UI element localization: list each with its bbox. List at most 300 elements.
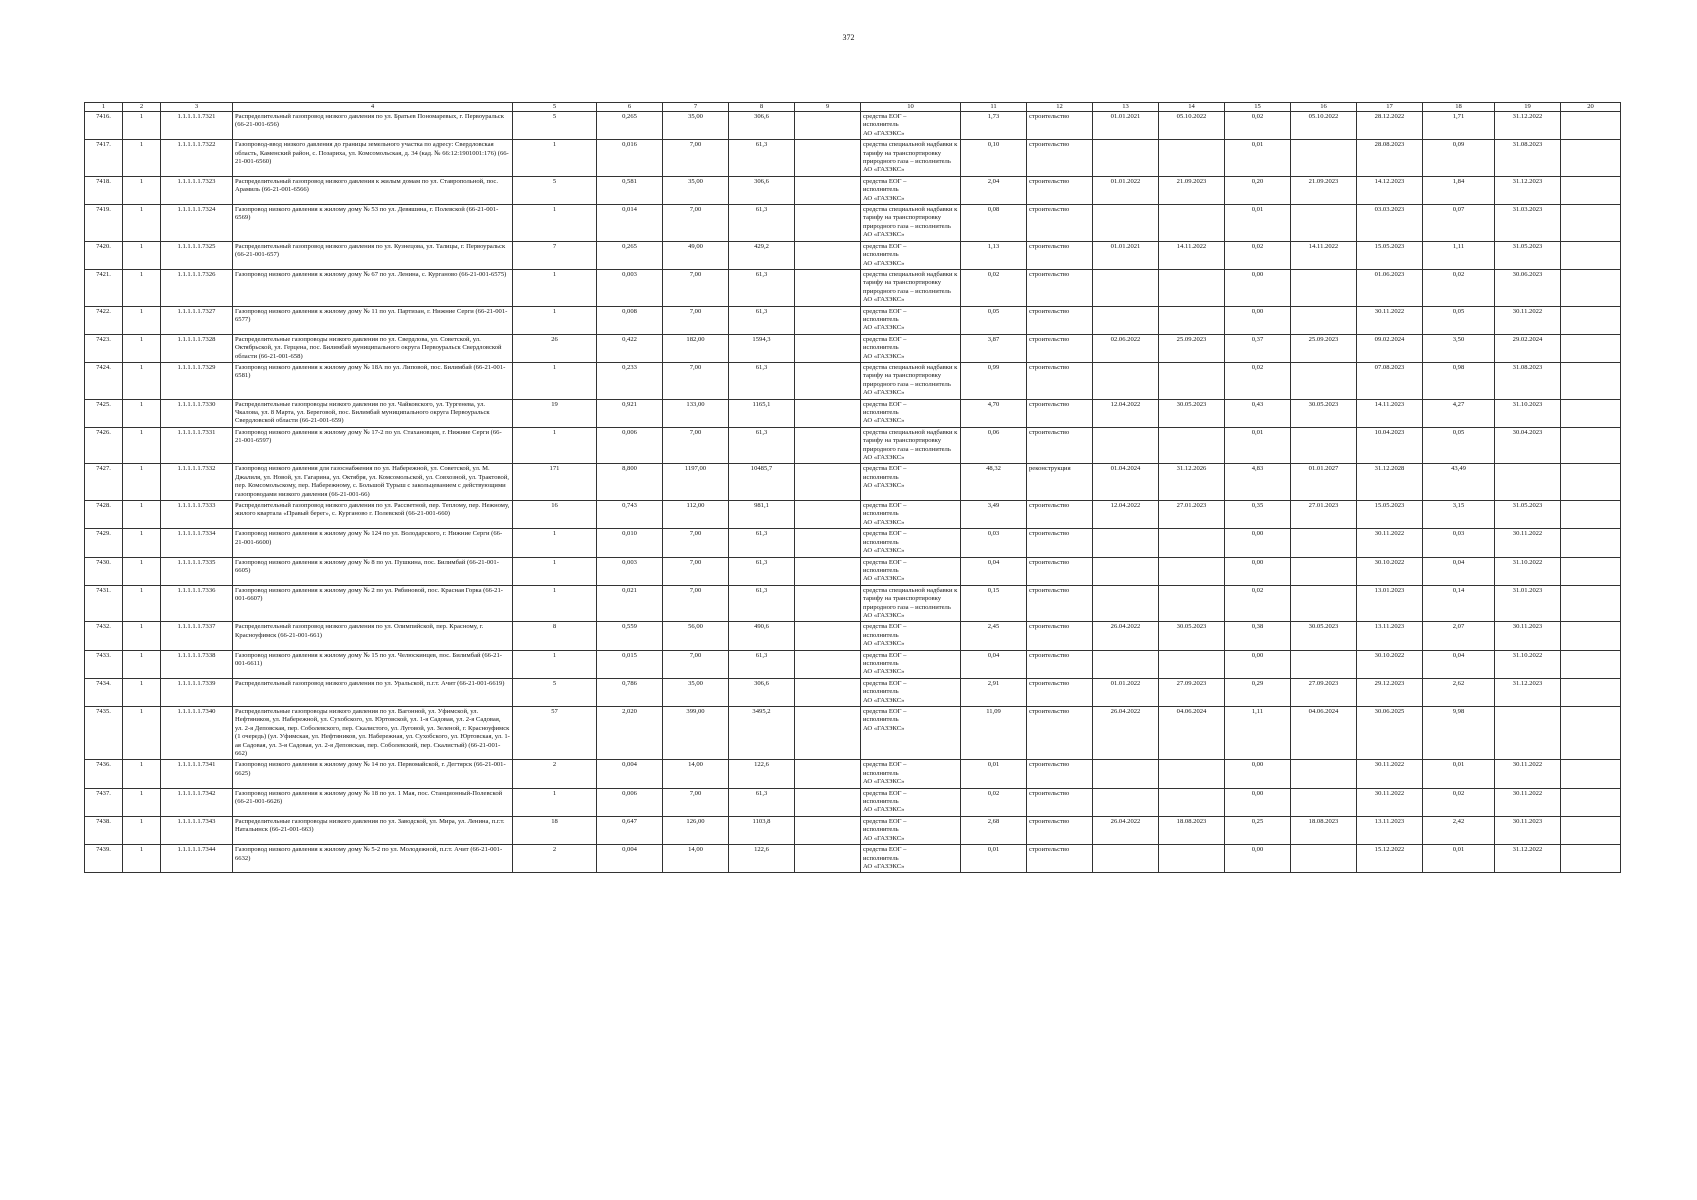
table-row	[85, 707, 1621, 760]
table-row	[85, 557, 1621, 585]
col8-cell: 61,3	[729, 650, 795, 678]
col13-cell: 01.01.2022	[1093, 176, 1159, 204]
level-cell: 1	[123, 557, 161, 585]
col11-cell: 2,04	[961, 176, 1027, 204]
col14-cell: 30.05.2023	[1159, 622, 1225, 650]
col13-cell: 12.04.2022	[1093, 399, 1159, 427]
col19-cell: 30.11.2022	[1495, 529, 1561, 557]
col6-cell: 0,265	[597, 241, 663, 269]
col18-cell: 0,07	[1423, 205, 1495, 242]
col17-cell: 03.03.2023	[1357, 205, 1423, 242]
col5-cell: 1	[513, 140, 597, 177]
level-cell: 1	[123, 464, 161, 501]
col18-cell: 0,01	[1423, 760, 1495, 788]
level-cell: 1	[123, 650, 161, 678]
col19-cell: 31.08.2023	[1495, 362, 1561, 399]
col15-cell: 0,01	[1225, 140, 1291, 177]
col6-cell: 0,010	[597, 529, 663, 557]
col16-cell	[1291, 140, 1357, 177]
col7-cell: 35,00	[663, 176, 729, 204]
col18-cell: 0,03	[1423, 529, 1495, 557]
col17-cell: 13.11.2023	[1357, 622, 1423, 650]
col20-cell	[1561, 816, 1621, 844]
row-number: 7422.	[85, 306, 123, 334]
col6-cell: 0,014	[597, 205, 663, 242]
col11-cell: 0,05	[961, 306, 1027, 334]
col16-cell: 05.10.2022	[1291, 112, 1357, 140]
col16-cell: 14.11.2022	[1291, 241, 1357, 269]
col14-cell	[1159, 845, 1225, 873]
col5-cell: 5	[513, 176, 597, 204]
row-number: 7432.	[85, 622, 123, 650]
col5-cell: 1	[513, 557, 597, 585]
row-number: 7436.	[85, 760, 123, 788]
col19-cell: 31.08.2023	[1495, 140, 1561, 177]
col9-cell	[795, 650, 861, 678]
project-code: 1.1.1.1.1.7325	[161, 241, 233, 269]
col7-cell: 399,00	[663, 707, 729, 760]
work-type: строительство	[1027, 427, 1093, 464]
column-number-header: 12	[1027, 103, 1093, 112]
project-code: 1.1.1.1.1.7329	[161, 362, 233, 399]
col14-cell	[1159, 585, 1225, 622]
col17-cell: 14.12.2023	[1357, 176, 1423, 204]
col6-cell: 8,800	[597, 464, 663, 501]
col11-cell: 0,02	[961, 269, 1027, 306]
col7-cell: 7,00	[663, 140, 729, 177]
table-row	[85, 816, 1621, 844]
col7-cell: 182,00	[663, 334, 729, 362]
col5-cell: 26	[513, 334, 597, 362]
col5-cell: 5	[513, 678, 597, 706]
table-row	[85, 760, 1621, 788]
project-code: 1.1.1.1.1.7340	[161, 707, 233, 760]
col6-cell: 0,422	[597, 334, 663, 362]
col15-cell: 1,11	[1225, 707, 1291, 760]
work-type: строительство	[1027, 585, 1093, 622]
col18-cell: 0,01	[1423, 845, 1495, 873]
col15-cell: 0,35	[1225, 501, 1291, 529]
col5-cell: 16	[513, 501, 597, 529]
col6-cell: 0,233	[597, 362, 663, 399]
table-row	[85, 464, 1621, 501]
row-number: 7419.	[85, 205, 123, 242]
row-number: 7437.	[85, 788, 123, 816]
col16-cell: 18.08.2023	[1291, 816, 1357, 844]
table-row	[85, 205, 1621, 242]
col20-cell	[1561, 529, 1621, 557]
col15-cell: 0,00	[1225, 760, 1291, 788]
level-cell: 1	[123, 427, 161, 464]
col20-cell	[1561, 501, 1621, 529]
column-number-header: 19	[1495, 103, 1561, 112]
col18-cell: 1,84	[1423, 176, 1495, 204]
col20-cell	[1561, 707, 1621, 760]
col17-cell: 31.12.2028	[1357, 464, 1423, 501]
col8-cell: 61,3	[729, 269, 795, 306]
col7-cell: 7,00	[663, 650, 729, 678]
col13-cell	[1093, 760, 1159, 788]
col6-cell: 0,004	[597, 845, 663, 873]
col5-cell: 5	[513, 112, 597, 140]
funding-source: средства специальной надбавки к тарифу на транспортировку природного газа – исполнитель АО «ГАЗЭКС»	[861, 585, 961, 622]
work-type: строительство	[1027, 707, 1093, 760]
work-type: строительство	[1027, 760, 1093, 788]
column-number-header: 18	[1423, 103, 1495, 112]
row-number: 7425.	[85, 399, 123, 427]
col15-cell: 0,38	[1225, 622, 1291, 650]
row-number: 7438.	[85, 816, 123, 844]
col14-cell	[1159, 557, 1225, 585]
funding-source: средства ЕОГ – исполнитель АО «ГАЗЭКС»	[861, 112, 961, 140]
col7-cell: 7,00	[663, 205, 729, 242]
project-description: Газопровод низкого давления к жилому дому № 17-2 по ул. Стахановцев, г. Нижние Серги (66-21-001-6597)	[233, 427, 513, 464]
col18-cell: 1,71	[1423, 112, 1495, 140]
col16-cell: 25.09.2023	[1291, 334, 1357, 362]
col5-cell: 1	[513, 427, 597, 464]
level-cell: 1	[123, 306, 161, 334]
col6-cell: 0,003	[597, 557, 663, 585]
work-type: строительство	[1027, 650, 1093, 678]
row-number: 7435.	[85, 707, 123, 760]
table-row	[85, 112, 1621, 140]
col9-cell	[795, 140, 861, 177]
col18-cell: 2,62	[1423, 678, 1495, 706]
col18-cell: 0,04	[1423, 650, 1495, 678]
row-number: 7430.	[85, 557, 123, 585]
funding-source: средства специальной надбавки к тарифу на транспортировку природного газа – исполнитель АО «ГАЗЭКС»	[861, 427, 961, 464]
col18-cell: 0,02	[1423, 788, 1495, 816]
level-cell: 1	[123, 622, 161, 650]
col8-cell: 1594,3	[729, 334, 795, 362]
project-description: Распределительные газопроводы низкого давления по ул. Свердлова, ул. Советской, ул. Октябрьской, ул. Герцена, пос. Билимбай муниципального округа Первоуральск Свердловской области (66-21-001-658)	[233, 334, 513, 362]
col20-cell	[1561, 650, 1621, 678]
col9-cell	[795, 816, 861, 844]
col19-cell: 30.04.2023	[1495, 427, 1561, 464]
project-description: Газопровод низкого давления к жилому дому № 53 по ул. Девяшина, г. Полевской (66-21-001-6569)	[233, 205, 513, 242]
col11-cell: 3,49	[961, 501, 1027, 529]
col20-cell	[1561, 205, 1621, 242]
funding-source: средства ЕОГ – исполнитель АО «ГАЗЭКС»	[861, 845, 961, 873]
col8-cell: 306,6	[729, 678, 795, 706]
col11-cell: 0,02	[961, 788, 1027, 816]
col5-cell: 1	[513, 650, 597, 678]
column-number-header: 8	[729, 103, 795, 112]
project-description: Газопровод низкого давления к жилому дому № 15 по ул. Челюскинцев, пос. Билимбай (66-21-001-6611)	[233, 650, 513, 678]
col20-cell	[1561, 622, 1621, 650]
col5-cell: 18	[513, 816, 597, 844]
page-number: 372	[842, 33, 855, 42]
col7-cell: 126,00	[663, 816, 729, 844]
project-description: Распределительные газопроводы низкого давления по ул. Заводской, ул. Мира, ул. Ленина, п.г.т. Натальинск (66-21-001-663)	[233, 816, 513, 844]
project-code: 1.1.1.1.1.7324	[161, 205, 233, 242]
project-code: 1.1.1.1.1.7332	[161, 464, 233, 501]
funding-source: средства ЕОГ – исполнитель АО «ГАЗЭКС»	[861, 650, 961, 678]
col8-cell: 1103,8	[729, 816, 795, 844]
col5-cell: 1	[513, 788, 597, 816]
col13-cell	[1093, 845, 1159, 873]
col13-cell	[1093, 585, 1159, 622]
col15-cell: 0,00	[1225, 306, 1291, 334]
col13-cell: 01.01.2022	[1093, 678, 1159, 706]
funding-source: средства ЕОГ – исполнитель АО «ГАЗЭКС»	[861, 816, 961, 844]
work-type: строительство	[1027, 269, 1093, 306]
col15-cell: 4,83	[1225, 464, 1291, 501]
col6-cell: 0,743	[597, 501, 663, 529]
col20-cell	[1561, 585, 1621, 622]
col15-cell: 0,29	[1225, 678, 1291, 706]
funding-source: средства ЕОГ – исполнитель АО «ГАЗЭКС»	[861, 760, 961, 788]
column-number-header: 16	[1291, 103, 1357, 112]
level-cell: 1	[123, 845, 161, 873]
col9-cell	[795, 760, 861, 788]
table-row	[85, 678, 1621, 706]
col15-cell: 0,20	[1225, 176, 1291, 204]
col16-cell: 27.09.2023	[1291, 678, 1357, 706]
col17-cell: 30.11.2022	[1357, 306, 1423, 334]
col7-cell: 35,00	[663, 678, 729, 706]
level-cell: 1	[123, 585, 161, 622]
row-number: 7433.	[85, 650, 123, 678]
col8-cell: 61,3	[729, 427, 795, 464]
col20-cell	[1561, 269, 1621, 306]
col8-cell: 61,3	[729, 585, 795, 622]
col20-cell	[1561, 362, 1621, 399]
work-type: строительство	[1027, 112, 1093, 140]
col9-cell	[795, 845, 861, 873]
project-code: 1.1.1.1.1.7335	[161, 557, 233, 585]
col13-cell: 26.04.2022	[1093, 622, 1159, 650]
work-type: строительство	[1027, 205, 1093, 242]
col14-cell	[1159, 788, 1225, 816]
col14-cell: 05.10.2022	[1159, 112, 1225, 140]
col19-cell: 30.11.2022	[1495, 760, 1561, 788]
col11-cell: 0,08	[961, 205, 1027, 242]
col17-cell: 15.05.2023	[1357, 241, 1423, 269]
column-number-header: 7	[663, 103, 729, 112]
work-type: строительство	[1027, 306, 1093, 334]
col18-cell: 0,05	[1423, 427, 1495, 464]
table-row	[85, 334, 1621, 362]
col18-cell: 0,98	[1423, 362, 1495, 399]
col9-cell	[795, 788, 861, 816]
col9-cell	[795, 205, 861, 242]
col13-cell	[1093, 650, 1159, 678]
project-description: Распределительный газопровод низкого давления к жилым домам по ул. Ставропольной, пос. Арамиль (66-21-001-6566)	[233, 176, 513, 204]
col9-cell	[795, 334, 861, 362]
project-description: Газопровод низкого давления к жилому дому № 8 по ул. Пушкина, пос. Билимбай (66-21-001-6605)	[233, 557, 513, 585]
column-number-header: 17	[1357, 103, 1423, 112]
col19-cell: 30.11.2023	[1495, 622, 1561, 650]
project-description: Распределительный газопровод низкого давления по ул. Кузнецова, ул. Талицы, г. Первоуральск (66-21-001-657)	[233, 241, 513, 269]
project-code: 1.1.1.1.1.7321	[161, 112, 233, 140]
table-row	[85, 269, 1621, 306]
col8-cell: 61,3	[729, 788, 795, 816]
col19-cell: 30.11.2023	[1495, 816, 1561, 844]
table-row	[85, 501, 1621, 529]
col19-cell: 31.12.2022	[1495, 112, 1561, 140]
col19-cell	[1495, 707, 1561, 760]
col5-cell: 171	[513, 464, 597, 501]
work-type: реконструкция	[1027, 464, 1093, 501]
col7-cell: 35,00	[663, 112, 729, 140]
col11-cell: 0,03	[961, 529, 1027, 557]
column-number-header: 1	[85, 103, 123, 112]
project-code: 1.1.1.1.1.7334	[161, 529, 233, 557]
level-cell: 1	[123, 334, 161, 362]
col6-cell: 0,647	[597, 816, 663, 844]
col15-cell: 0,37	[1225, 334, 1291, 362]
col19-cell: 31.03.2023	[1495, 205, 1561, 242]
column-number-header: 4	[233, 103, 513, 112]
col13-cell: 12.04.2022	[1093, 501, 1159, 529]
col14-cell	[1159, 650, 1225, 678]
col19-cell: 31.10.2022	[1495, 650, 1561, 678]
column-number-header: 6	[597, 103, 663, 112]
row-number: 7427.	[85, 464, 123, 501]
col14-cell	[1159, 529, 1225, 557]
col9-cell	[795, 678, 861, 706]
level-cell: 1	[123, 501, 161, 529]
col18-cell: 3,50	[1423, 334, 1495, 362]
col19-cell: 31.05.2023	[1495, 241, 1561, 269]
col14-cell	[1159, 362, 1225, 399]
col13-cell: 02.06.2022	[1093, 334, 1159, 362]
project-code: 1.1.1.1.1.7342	[161, 788, 233, 816]
col9-cell	[795, 557, 861, 585]
work-type: строительство	[1027, 788, 1093, 816]
col19-cell: 31.12.2022	[1495, 845, 1561, 873]
work-type: строительство	[1027, 622, 1093, 650]
col19-cell: 31.10.2022	[1495, 557, 1561, 585]
col15-cell: 0,00	[1225, 650, 1291, 678]
col5-cell: 1	[513, 529, 597, 557]
column-number-header: 9	[795, 103, 861, 112]
project-code: 1.1.1.1.1.7328	[161, 334, 233, 362]
col16-cell	[1291, 650, 1357, 678]
work-type: строительство	[1027, 334, 1093, 362]
funding-source: средства ЕОГ – исполнитель АО «ГАЗЭКС»	[861, 678, 961, 706]
col6-cell: 0,021	[597, 585, 663, 622]
row-number: 7426.	[85, 427, 123, 464]
col16-cell	[1291, 306, 1357, 334]
work-type: строительство	[1027, 529, 1093, 557]
col9-cell	[795, 529, 861, 557]
col15-cell: 0,02	[1225, 585, 1291, 622]
col15-cell: 0,00	[1225, 557, 1291, 585]
col8-cell: 429,2	[729, 241, 795, 269]
column-number-header: 13	[1093, 103, 1159, 112]
col18-cell: 9,98	[1423, 707, 1495, 760]
funding-source: средства ЕОГ – исполнитель АО «ГАЗЭКС»	[861, 176, 961, 204]
col7-cell: 7,00	[663, 788, 729, 816]
col14-cell	[1159, 140, 1225, 177]
table-row	[85, 306, 1621, 334]
level-cell: 1	[123, 707, 161, 760]
col8-cell: 306,6	[729, 176, 795, 204]
col17-cell: 29.12.2023	[1357, 678, 1423, 706]
project-description: Газопровод низкого давления для газоснабжения по ул. Набережной, ул. Советской, ул. М. Джалиля, ул. Новой, ул. Гагарина, ул. Октября, ул. Комсомольской, ул. Совхозной, ул. Трактовой, пер. Комсомольскому, пер. Набережному, с. Большой Турыш с закольцеванием с действующими газопроводами низкого давления (66-21-001-66)	[233, 464, 513, 501]
row-number: 7420.	[85, 241, 123, 269]
col16-cell	[1291, 760, 1357, 788]
col9-cell	[795, 241, 861, 269]
col18-cell: 0,14	[1423, 585, 1495, 622]
col13-cell: 01.01.2021	[1093, 112, 1159, 140]
level-cell: 1	[123, 788, 161, 816]
project-description: Распределительный газопровод низкого давления по ул. Олимпийской, пер. Красному, г. Красноуфимск (66-21-001-661)	[233, 622, 513, 650]
row-number: 7418.	[85, 176, 123, 204]
col9-cell	[795, 622, 861, 650]
column-number-row	[85, 103, 1621, 112]
project-code: 1.1.1.1.1.7339	[161, 678, 233, 706]
level-cell: 1	[123, 112, 161, 140]
col18-cell: 1,11	[1423, 241, 1495, 269]
project-code: 1.1.1.1.1.7343	[161, 816, 233, 844]
col18-cell: 2,07	[1423, 622, 1495, 650]
col11-cell: 2,91	[961, 678, 1027, 706]
level-cell: 1	[123, 760, 161, 788]
col17-cell: 30.11.2022	[1357, 760, 1423, 788]
project-code: 1.1.1.1.1.7338	[161, 650, 233, 678]
project-description: Газопровод-ввод низкого давления до границы земельного участка по адресу: Свердловская область, Каменский район, с. Позариха, ул. Комсомольская, д. 34 (кад. № 66:12:1901001:176) (66-21-001-6560)	[233, 140, 513, 177]
col7-cell: 7,00	[663, 269, 729, 306]
funding-source: средства ЕОГ – исполнитель АО «ГАЗЭКС»	[861, 529, 961, 557]
col14-cell	[1159, 269, 1225, 306]
project-description: Газопровод низкого давления к жилому дому № 2 по ул. Рябиновой, пос. Красная Горка (66-21-001-6607)	[233, 585, 513, 622]
project-code: 1.1.1.1.1.7323	[161, 176, 233, 204]
col14-cell: 18.08.2023	[1159, 816, 1225, 844]
col8-cell: 61,3	[729, 306, 795, 334]
col20-cell	[1561, 176, 1621, 204]
col17-cell: 07.08.2023	[1357, 362, 1423, 399]
col6-cell: 0,008	[597, 306, 663, 334]
table-body	[85, 112, 1621, 873]
col7-cell: 14,00	[663, 845, 729, 873]
project-description: Распределительные газопроводы низкого давления по ул. Чайковского, ул. Тургенева, ул. Чкалова, ул. 8 Марта, ул. Береговой, пос. Билимбай муниципального округа Первоуральск Свердловской области (66-21-001-659)	[233, 399, 513, 427]
col18-cell: 0,09	[1423, 140, 1495, 177]
col5-cell: 1	[513, 205, 597, 242]
col14-cell: 14.11.2022	[1159, 241, 1225, 269]
col6-cell: 0,015	[597, 650, 663, 678]
col18-cell: 4,27	[1423, 399, 1495, 427]
col7-cell: 56,00	[663, 622, 729, 650]
funding-source: средства ЕОГ – исполнитель АО «ГАЗЭКС»	[861, 707, 961, 760]
col16-cell: 21.09.2023	[1291, 176, 1357, 204]
row-number: 7423.	[85, 334, 123, 362]
column-number-header: 2	[123, 103, 161, 112]
col13-cell: 26.04.2022	[1093, 816, 1159, 844]
project-description: Газопровод низкого давления к жилому дому № 18А по ул. Липовой, пос. Билимбай (66-21-001-6581)	[233, 362, 513, 399]
col20-cell	[1561, 334, 1621, 362]
col9-cell	[795, 269, 861, 306]
col5-cell: 1	[513, 585, 597, 622]
table-row	[85, 622, 1621, 650]
col6-cell: 0,016	[597, 140, 663, 177]
col11-cell: 0,04	[961, 557, 1027, 585]
col13-cell: 01.04.2024	[1093, 464, 1159, 501]
row-number: 7428.	[85, 501, 123, 529]
col14-cell: 27.09.2023	[1159, 678, 1225, 706]
col5-cell: 8	[513, 622, 597, 650]
table-row	[85, 140, 1621, 177]
col20-cell	[1561, 557, 1621, 585]
col7-cell: 112,00	[663, 501, 729, 529]
col6-cell: 0,581	[597, 176, 663, 204]
col7-cell: 7,00	[663, 427, 729, 464]
funding-source: средства специальной надбавки к тарифу на транспортировку природного газа – исполнитель АО «ГАЗЭКС»	[861, 205, 961, 242]
col7-cell: 7,00	[663, 585, 729, 622]
level-cell: 1	[123, 176, 161, 204]
